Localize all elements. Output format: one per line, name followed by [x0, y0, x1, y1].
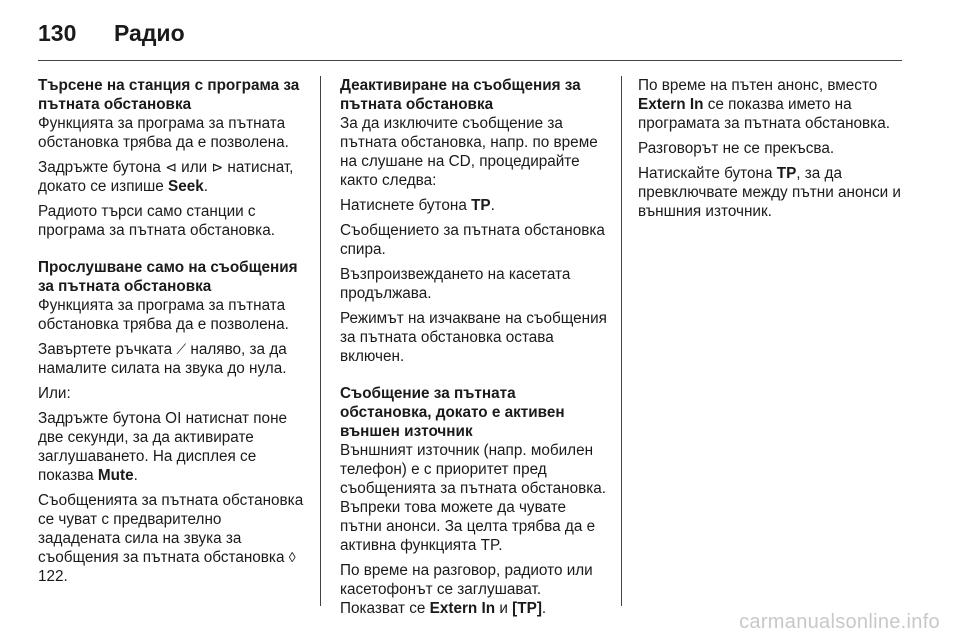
- header-rule: [38, 60, 902, 61]
- section-heading: Прослушване само на съобщения за пътната обстановка: [38, 259, 298, 295]
- watermark: carmanualsonline.info: [739, 611, 940, 633]
- page-header: [38, 16, 185, 50]
- section-heading: Деактивиране на съобщения за пътната обстановка: [340, 77, 581, 113]
- paragraph: Функцията за програма за пътната обстановка трябва да е позволена.: [38, 115, 289, 151]
- paragraph: Радиото търси само станции с програма за пътната обстановка.: [38, 203, 275, 239]
- section-heading: Търсене на станция с програма за пътната обстановка: [38, 77, 300, 113]
- page-title: Радио: [114, 19, 185, 46]
- paragraph: Задръжте бутона ⊲ или ⊳ натиснат, докато се изпише Seek.: [38, 159, 294, 195]
- paragraph: Съобщенията за пътната обстановка се чуват с предварително зададената сила на звука за съобщения за пътната обстановка ◊ 122.: [38, 492, 304, 585]
- column-2: [340, 76, 608, 624]
- paragraph: Режимът на изчакване на съобщения за пътната обстановка остава включен.: [340, 310, 607, 365]
- paragraph: Външният източник (напр. мобилен телефон) е с приоритет пред съобщенията за пътната обстановка. Въпреки това можете да чувате пътни анонси. За целта трябва да е активна функцията TP.: [340, 442, 607, 554]
- paragraph: Функцията за програма за пътната обстановка трябва да е позволена.: [38, 297, 289, 333]
- page-reference-icon: ◊: [288, 549, 296, 565]
- paragraph: По време на разговор, радиото или касетофонът се заглушават. Показват се Extern In и [TP].: [340, 562, 593, 617]
- column-divider-1: [320, 76, 321, 606]
- paragraph: Съобщението за пътната обстановка спира.: [340, 222, 605, 258]
- seek-forward-icon: ⊳: [211, 159, 224, 175]
- column-divider-2: [621, 76, 622, 606]
- paragraph: Възпроизвеждането на касетата продължава.: [340, 266, 571, 302]
- paragraph: Задръжте бутона OI натиснат поне две секунди, за да активирате заглушаването. На дисплея се показва Mute.: [38, 410, 288, 484]
- paragraph: Разговорът не се прекъсва.: [638, 140, 835, 157]
- column-1: [38, 76, 306, 592]
- paragraph: Натискайте бутона TP, за да превключвате между пътни анонси и външния източник.: [638, 165, 901, 220]
- seek-back-icon: ⊲: [165, 159, 177, 175]
- paragraph: По време на пътен анонс, вместо Extern In се показва името на програмата за пътната обстановка.: [638, 77, 890, 132]
- paragraph: Или:: [38, 385, 71, 402]
- column-3: [638, 76, 906, 227]
- volume-knob-icon: ⟋: [176, 341, 187, 357]
- paragraph: Натиснете бутона TP.: [340, 197, 495, 214]
- paragraph: За да изключите съобщение за пътната обстановка, напр. по време на слушане на CD, процедирайте както следва:: [340, 115, 598, 189]
- section-heading: Съобщение за пътната обстановка, докато е активен външен източник: [340, 385, 565, 440]
- paragraph: Завъртете ръчката ⟋ наляво, за да намалите силата на звука до нула.: [38, 341, 287, 377]
- page-number: 130: [38, 19, 77, 46]
